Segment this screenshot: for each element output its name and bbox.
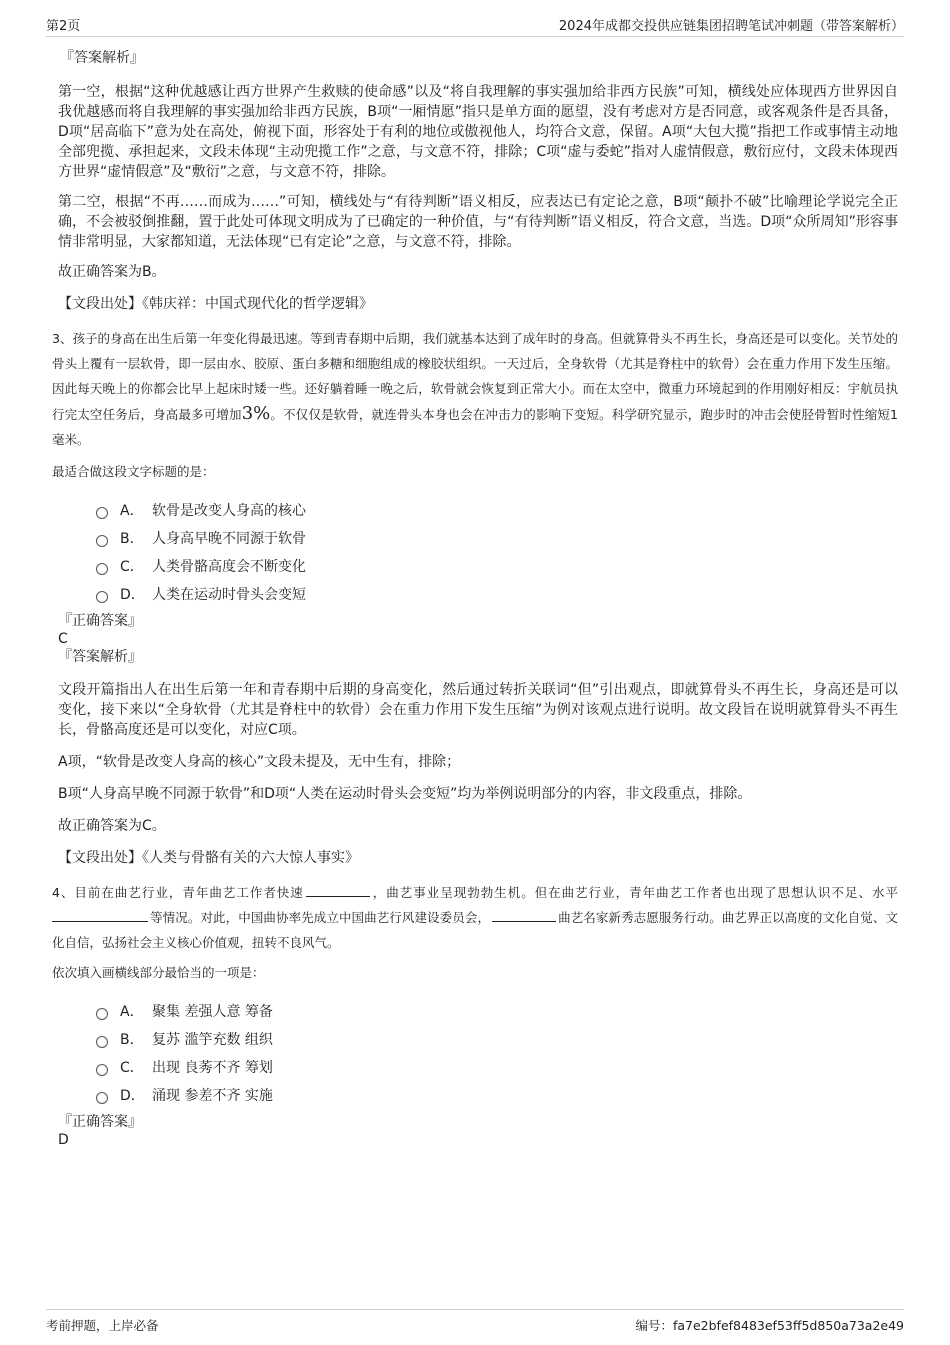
q4-answer-label: 『正确答案』: [58, 1114, 142, 1130]
radio-icon[interactable]: [96, 1008, 108, 1020]
q4-question-text: 4、目前在曲艺行业，青年曲艺工作者快速 ，曲艺事业呈现勃勃生机。但在曲艺行业，青年曲艺工作者也出现了思想认识不足、水平等情况。对此，中国曲协率先成立中国曲艺行风建设委员会， 曲艺名家新秀志愿服务行动。曲艺界正以高度的文化自觉、文化自信，弘扬社会主义核心价值观，扭转不良风气。: [52, 885, 898, 950]
radio-icon[interactable]: [96, 1064, 108, 1076]
footer-slogan: 考前押题，上岸必备: [46, 1318, 159, 1333]
q3-option-d[interactable]: D． 人类在运动时骨头会变短: [96, 580, 898, 608]
radio-icon[interactable]: [96, 1036, 108, 1048]
q3-analysis-label: 『答案解析』: [58, 649, 142, 665]
q3-option-c[interactable]: C． 人类骨骼高度会不断变化: [96, 552, 898, 580]
q3-options: [96, 496, 898, 608]
q4-options: [96, 997, 898, 1109]
radio-icon[interactable]: [96, 591, 108, 603]
radio-icon[interactable]: [96, 507, 108, 519]
radio-icon[interactable]: [96, 1092, 108, 1104]
q4-option-a[interactable]: A． 聚集 差强人意 筹备: [96, 997, 898, 1025]
q4-option-c[interactable]: C． 出现 良莠不齐 筹划: [96, 1053, 898, 1081]
q2-analysis-p2: 第二空，根据“不再……而成为……”可知，横线处与“有待判断”语义相反，应表达已有定论之意，B项“颠扑不破”比喻理论学说完全正确，不会被驳倒推翻，置于此处可体现文明成为了已确定的一种价值，与“有待判断”语义相反，符合文意，当选。D项“众所周知”形容事情非常明显，大家都知道，无法体现“已有定论”之意，与文意不符，排除。: [58, 194, 898, 250]
q3-analysis-p1: 文段开篇指出人在出生后第一年和青春期中后期的身高变化，然后通过转折关联词“但”引出观点，即就算骨头不再生长，身高还是可以变化，接下来以“全身软骨（尤其是脊柱中的软骨）会在重力作用下发生压缩”为例对该观点进行说明。故文段旨在说明就算骨头不再生长，骨骼高度还是可以变化，对应C项。: [58, 682, 898, 738]
blank-3: [492, 908, 556, 922]
q3-analysis-p2: A项，“软骨是改变人身高的核心”文段未提及，无中生有，排除；: [58, 754, 461, 770]
q4-answer: D: [58, 1132, 69, 1148]
q3-percent: 3%: [241, 403, 271, 424]
q3-option-b[interactable]: B． 人身高早晚不同源于软骨: [96, 524, 898, 552]
q3-conclusion: 故正确答案为C。: [58, 818, 166, 834]
q2-analysis-label: 『答案解析』: [60, 50, 144, 66]
q2-conclusion: 故正确答案为B。: [58, 264, 166, 280]
q3-question-text: 3、孩子的身高在出生后第一年变化得最迅速。等到青春期中后期，我们就基本达到了成年时的身高。但就算骨头不再生长，身高还是可以变化。关节处的骨头上覆有一层软骨，即一层由水、胶原、蛋白多糖和细胞组成的橡胶状组织。一天过后，全身软骨（尤其是脊柱中的软骨）会在重力作用下发生压缩。因此每天晚上的你都会比早上起床时矮一些。还好躺着睡一晚之后，软骨就会恢复到正常大小。而在太空中，微重力环境起到的作用刚好相反：宇航员执行完太空任务后，身高最多可增加3%。不仅仅是软骨，就连骨头本身也会在冲击力的影响下变短。科学研究显示，跑步时的冲击会使胫骨暂时性缩短1毫米。: [52, 331, 898, 447]
q2-source: 【文段出处】《韩庆祥：中国式现代化的哲学逻辑》: [58, 296, 373, 312]
blank-2: [52, 908, 148, 922]
q2-analysis-p1: 第一空，根据“这种优越感让西方世界产生救赎的使命感”以及“将自我理解的事实强加给非西方民族”可知，横线处应体现西方世界因自我优越感而将自我理解的事实强加给非西方民族，B项“一厢情愿”指只是单方面的愿望，没有考虑对方是否同意，或客观条件是否具备，D项“居高临下”意为处在高处，俯视下面，形容处于有利的地位或傲视他人，均符合文意，保留。A项“大包大揽”指把工作或事情主动地全部兜揽、承担起来，文段未体现“主动兜揽工作”之意，与文意不符，排除；C项“虚与委蛇”指对人虚情假意，敷衍应付，文段未体现西方世界“虚情假意”及“敷衍”之意，与文意不符，排除。: [58, 84, 898, 180]
radio-icon[interactable]: [96, 535, 108, 547]
radio-icon[interactable]: [96, 563, 108, 575]
q3-option-a[interactable]: A． 软骨是改变人身高的核心: [96, 496, 898, 524]
q3-prompt: 最适合做这段文字标题的是：: [52, 464, 215, 479]
q4-option-d[interactable]: D． 涌现 参差不齐 实施: [96, 1081, 898, 1109]
blank-1: [306, 883, 370, 897]
document-title: 2024年成都交投供应链集团招聘笔试冲刺题（带答案解析）: [558, 18, 904, 34]
q3-source: 【文段出处】《人类与骨骼有关的六大惊人事实》: [58, 850, 359, 866]
document-code: 编号：fa7e2bfef8483ef53ff5d850a73a2e49: [635, 1318, 904, 1333]
page-number: 第2页: [46, 18, 81, 34]
page-footer: [46, 1309, 904, 1336]
page-content: [52, 48, 898, 1149]
q3-analysis-p3: B项“人身高早晚不同源于软骨”和D项“人类在运动时骨头会变短”均为举例说明部分的内容，非文段重点，排除。: [58, 786, 752, 802]
q3-answer-label: 『正确答案』: [58, 613, 142, 629]
q4-prompt: 依次填入画横线部分最恰当的一项是：: [52, 965, 265, 980]
q4-option-b[interactable]: B． 复苏 滥竽充数 组织: [96, 1025, 898, 1053]
page-header: [46, 14, 904, 37]
q3-answer: C: [58, 631, 68, 647]
